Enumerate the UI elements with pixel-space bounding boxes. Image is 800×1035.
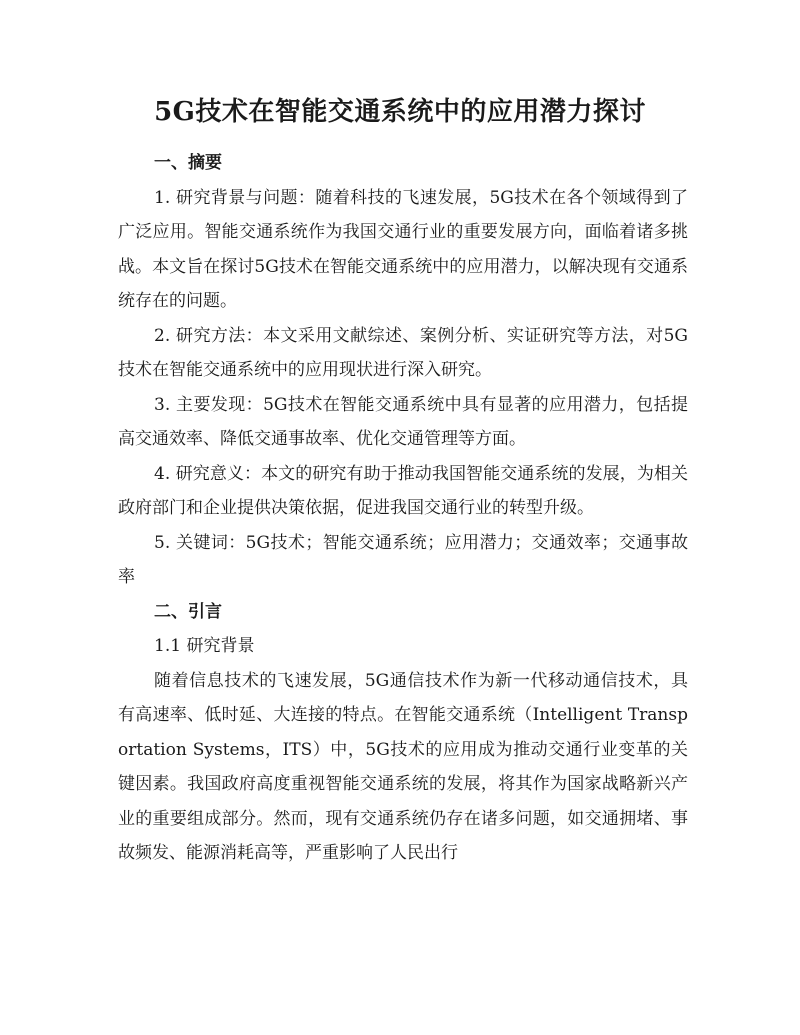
subsection-heading-background: 1.1 研究背景 — [154, 636, 255, 656]
abstract-paragraph-methods: 2. 研究方法：本文采用文献综述、案例分析、实证研究等方法，对5G技术在智能交通系统中的应用现状进行深入研究。 — [118, 325, 688, 380]
section-heading-introduction: 二、引言 — [154, 601, 222, 622]
abstract-paragraph-background: 1. 研究背景与问题：随着科技的飞速发展，5G技术在各个领域得到了广泛应用。智能交通系统作为我国交通行业的重要发展方向，面临着诸多挑战。本文旨在探讨5G技术在智能交通系统中的应用潜力，以解决现有交通系统存在的问题。 — [118, 187, 688, 311]
introduction-paragraph: 随着信息技术的飞速发展，5G通信技术作为新一代移动通信技术，具有高速率、低时延、大连接的特点。在智能交通系统（Intelligent Transportation Systems，ITS）中，5G技术的应用成为推动交通行业变革的关键因素。我国政府高度重视智能交通系统的发展，将其作为国家战略新兴产业的重要组成部分。然而，现有交通系统仍存在诸多问题，如交通拥堵、事故频发、能源消耗高等，严重影响了人民出行 — [118, 670, 688, 863]
document-title: 5G技术在智能交通系统中的应用潜力探讨 — [154, 97, 646, 127]
section-heading-abstract: 一、摘要 — [154, 153, 222, 173]
document-body — [118, 146, 688, 871]
abstract-paragraph-keywords: 5. 关键词：5G技术；智能交通系统；应用潜力；交通效率；交通事故率 — [118, 532, 688, 587]
abstract-paragraph-significance: 4. 研究意义：本文的研究有助于推动我国智能交通系统的发展，为相关政府部门和企业提供决策依据，促进我国交通行业的转型升级。 — [118, 463, 688, 518]
abstract-paragraph-findings: 3. 主要发现：5G技术在智能交通系统中具有显著的应用潜力，包括提高交通效率、降低交通事故率、优化交通管理等方面。 — [118, 394, 688, 449]
